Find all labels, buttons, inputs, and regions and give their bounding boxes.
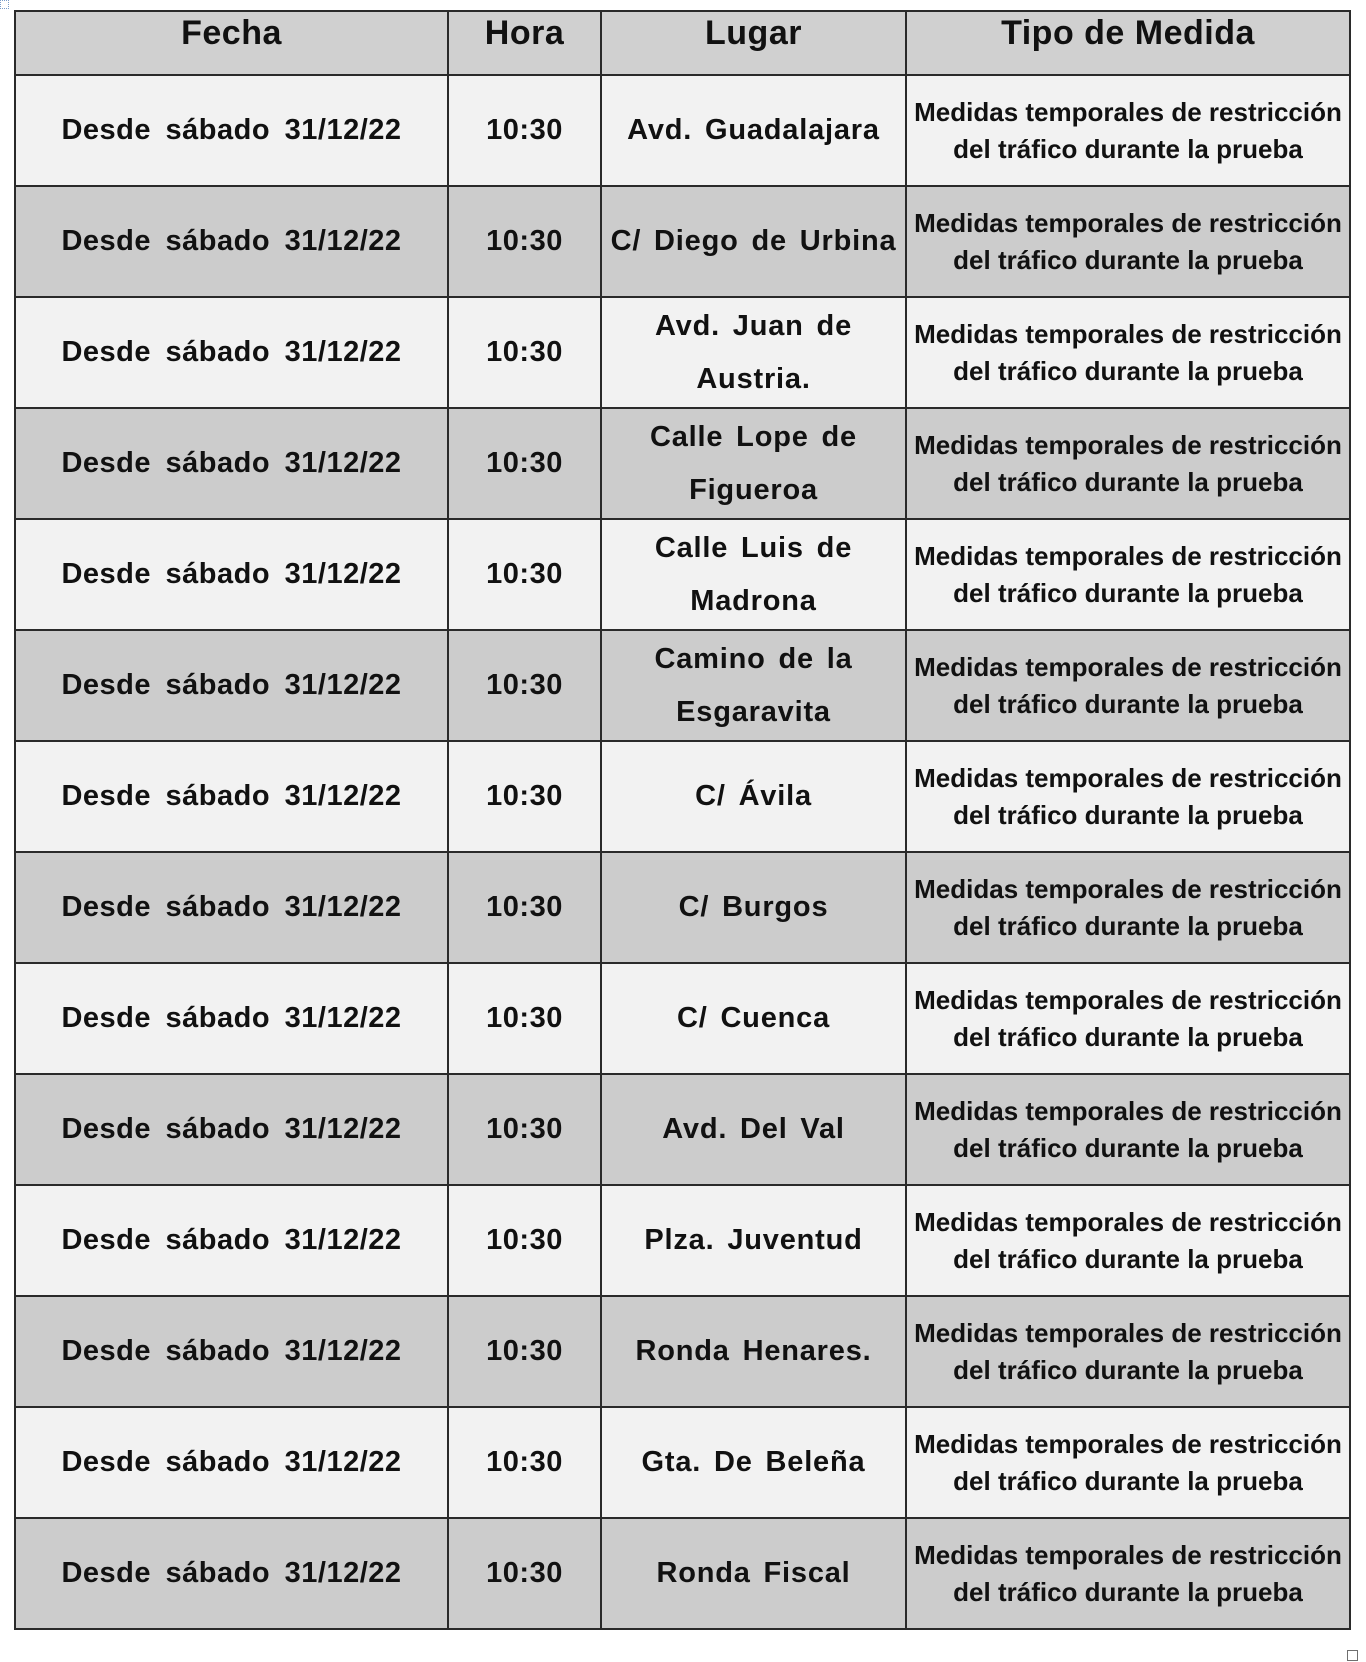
cell-tipo-de-medida: Medidas temporales de restricción del tráfico durante la prueba [906, 963, 1350, 1074]
cell-tipo-de-medida: Medidas temporales de restricción del tráfico durante la prueba [906, 1407, 1350, 1518]
cell-fecha: Desde sábado 31/12/22 [15, 519, 448, 630]
cell-fecha: Desde sábado 31/12/22 [15, 1518, 448, 1629]
table-row [15, 630, 1350, 741]
table-row [15, 1518, 1350, 1629]
cell-hora: 10:30 [448, 297, 601, 408]
cell-lugar: Camino de la Esgaravita [601, 630, 906, 741]
table-row [15, 75, 1350, 186]
table-row [15, 852, 1350, 963]
header-hora: Hora [448, 11, 601, 75]
cell-tipo-de-medida: Medidas temporales de restricción del tráfico durante la prueba [906, 519, 1350, 630]
table-row [15, 963, 1350, 1074]
cell-fecha: Desde sábado 31/12/22 [15, 408, 448, 519]
table-row [15, 741, 1350, 852]
traffic-measures-table [14, 10, 1351, 1630]
cell-tipo-de-medida: Medidas temporales de restricción del tráfico durante la prueba [906, 1518, 1350, 1629]
table-row [15, 1296, 1350, 1407]
cell-hora: 10:30 [448, 408, 601, 519]
cell-fecha: Desde sábado 31/12/22 [15, 186, 448, 297]
cell-hora: 10:30 [448, 1296, 601, 1407]
cell-hora: 10:30 [448, 186, 601, 297]
cell-tipo-de-medida: Medidas temporales de restricción del tráfico durante la prueba [906, 741, 1350, 852]
cell-tipo-de-medida: Medidas temporales de restricción del tráfico durante la prueba [906, 75, 1350, 186]
cell-hora: 10:30 [448, 630, 601, 741]
cell-lugar: Avd. Del Val [601, 1074, 906, 1185]
cell-hora: 10:30 [448, 741, 601, 852]
cell-lugar: C/ Ávila [601, 741, 906, 852]
cell-lugar: Avd. Guadalajara [601, 75, 906, 186]
header-tipo-de-medida: Tipo de Medida [906, 11, 1350, 75]
cell-tipo-de-medida: Medidas temporales de restricción del tráfico durante la prueba [906, 1074, 1350, 1185]
cell-hora: 10:30 [448, 963, 601, 1074]
cell-lugar: Calle Luis de Madrona [601, 519, 906, 630]
cell-hora: 10:30 [448, 1407, 601, 1518]
cell-fecha: Desde sábado 31/12/22 [15, 1296, 448, 1407]
cell-lugar: C/ Cuenca [601, 963, 906, 1074]
cell-fecha: Desde sábado 31/12/22 [15, 852, 448, 963]
table-row [15, 1185, 1350, 1296]
cell-fecha: Desde sábado 31/12/22 [15, 630, 448, 741]
cell-lugar: Avd. Juan de Austria. [601, 297, 906, 408]
cell-tipo-de-medida: Medidas temporales de restricción del tráfico durante la prueba [906, 408, 1350, 519]
cell-fecha: Desde sábado 31/12/22 [15, 297, 448, 408]
cell-tipo-de-medida: Medidas temporales de restricción del tráfico durante la prueba [906, 186, 1350, 297]
table-resize-handle-icon[interactable] [1347, 1650, 1358, 1661]
cell-lugar: Ronda Henares. [601, 1296, 906, 1407]
cell-hora: 10:30 [448, 519, 601, 630]
cell-hora: 10:30 [448, 1518, 601, 1629]
table-body [15, 75, 1350, 1629]
table-move-handle-icon[interactable] [0, 0, 9, 9]
cell-fecha: Desde sábado 31/12/22 [15, 75, 448, 186]
cell-lugar: C/ Burgos [601, 852, 906, 963]
cell-tipo-de-medida: Medidas temporales de restricción del tráfico durante la prueba [906, 297, 1350, 408]
cell-fecha: Desde sábado 31/12/22 [15, 741, 448, 852]
cell-fecha: Desde sábado 31/12/22 [15, 1074, 448, 1185]
cell-hora: 10:30 [448, 1074, 601, 1185]
cell-tipo-de-medida: Medidas temporales de restricción del tráfico durante la prueba [906, 630, 1350, 741]
cell-lugar: Calle Lope de Figueroa [601, 408, 906, 519]
table-row [15, 1074, 1350, 1185]
cell-lugar: Gta. De Beleña [601, 1407, 906, 1518]
table-row [15, 519, 1350, 630]
table-header-row [15, 11, 1350, 75]
cell-hora: 10:30 [448, 1185, 601, 1296]
cell-tipo-de-medida: Medidas temporales de restricción del tráfico durante la prueba [906, 1185, 1350, 1296]
cell-fecha: Desde sábado 31/12/22 [15, 963, 448, 1074]
cell-tipo-de-medida: Medidas temporales de restricción del tráfico durante la prueba [906, 852, 1350, 963]
table-row [15, 408, 1350, 519]
cell-hora: 10:30 [448, 852, 601, 963]
cell-hora: 10:30 [448, 75, 601, 186]
header-lugar: Lugar [601, 11, 906, 75]
table-row [15, 297, 1350, 408]
cell-lugar: Ronda Fiscal [601, 1518, 906, 1629]
cell-fecha: Desde sábado 31/12/22 [15, 1407, 448, 1518]
cell-lugar: Plza. Juventud [601, 1185, 906, 1296]
table-row [15, 1407, 1350, 1518]
cell-tipo-de-medida: Medidas temporales de restricción del tráfico durante la prueba [906, 1296, 1350, 1407]
table-row [15, 186, 1350, 297]
cell-fecha: Desde sábado 31/12/22 [15, 1185, 448, 1296]
header-fecha: Fecha [15, 11, 448, 75]
cell-lugar: C/ Diego de Urbina [601, 186, 906, 297]
